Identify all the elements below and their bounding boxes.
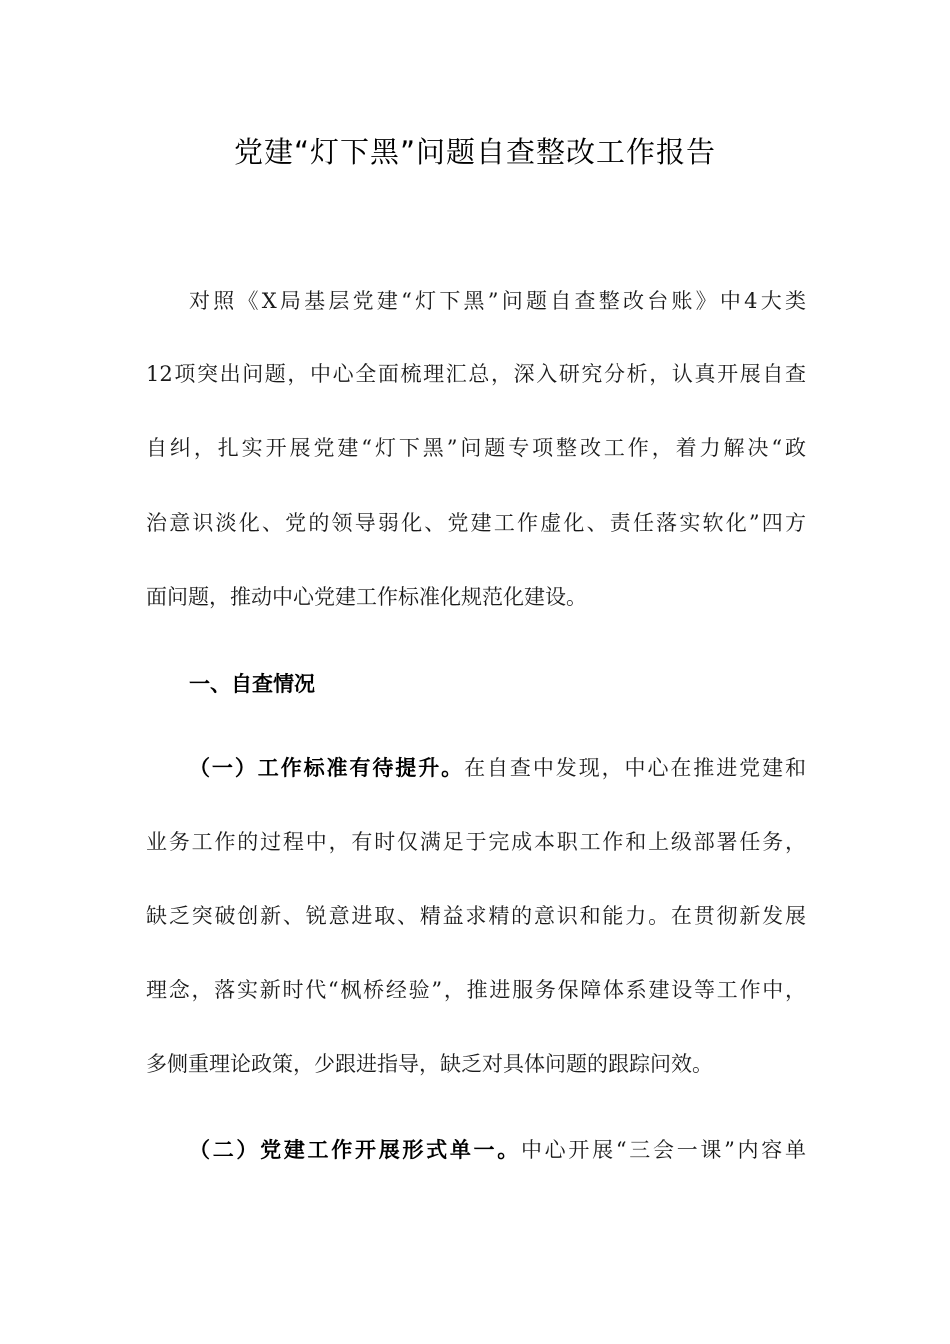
- document-title: 党建“灯下黑”问题自查整改工作报告: [233, 135, 717, 169]
- item-one-line-3: 缺乏突破创新、锐意进取、精益求精的意识和能力。在贯彻新发展: [146, 904, 806, 928]
- item-one-heading: （一）工作标准有待提升。: [189, 756, 465, 780]
- item-two-first-line-text: 中心开展“三会一课”内容单: [520, 1138, 806, 1162]
- item-two-heading: （二）党建工作开展形式单一。: [189, 1138, 521, 1162]
- intro-line-4: 治意识淡化、党的领导弱化、党建工作虚化、责任落实软化”四方: [146, 511, 806, 535]
- intro-line-1: 对照《X局基层党建“灯下黑”问题自查整改台账》中4大类: [189, 289, 806, 313]
- item-two-first-line: [189, 1130, 806, 1170]
- item-one-line-2: 业务工作的过程中，有时仅满足于完成本职工作和上级部署任务，: [146, 830, 806, 854]
- item-one-first-line: [189, 748, 806, 788]
- item-one-line-5: 多侧重理论政策，少跟进指导，缺乏对具体问题的跟踪问效。: [146, 1052, 713, 1076]
- item-one-first-line-text: 在自查中发现，中心在推进党建和: [464, 756, 806, 780]
- intro-line-3: 自纠，扎实开展党建“灯下黑”问题专项整改工作，着力解决“政: [146, 436, 806, 460]
- item-one-line-4: 理念，落实新时代“枫桥经验”，推进服务保障体系建设等工作中，: [146, 978, 806, 1002]
- intro-line-5: 面问题，推动中心党建工作标准化规范化建设。: [146, 585, 587, 609]
- section-one-heading: 一、自查情况: [189, 672, 315, 696]
- intro-line-2: 12项突出问题，中心全面梳理汇总，深入研究分析，认真开展自查: [146, 362, 806, 386]
